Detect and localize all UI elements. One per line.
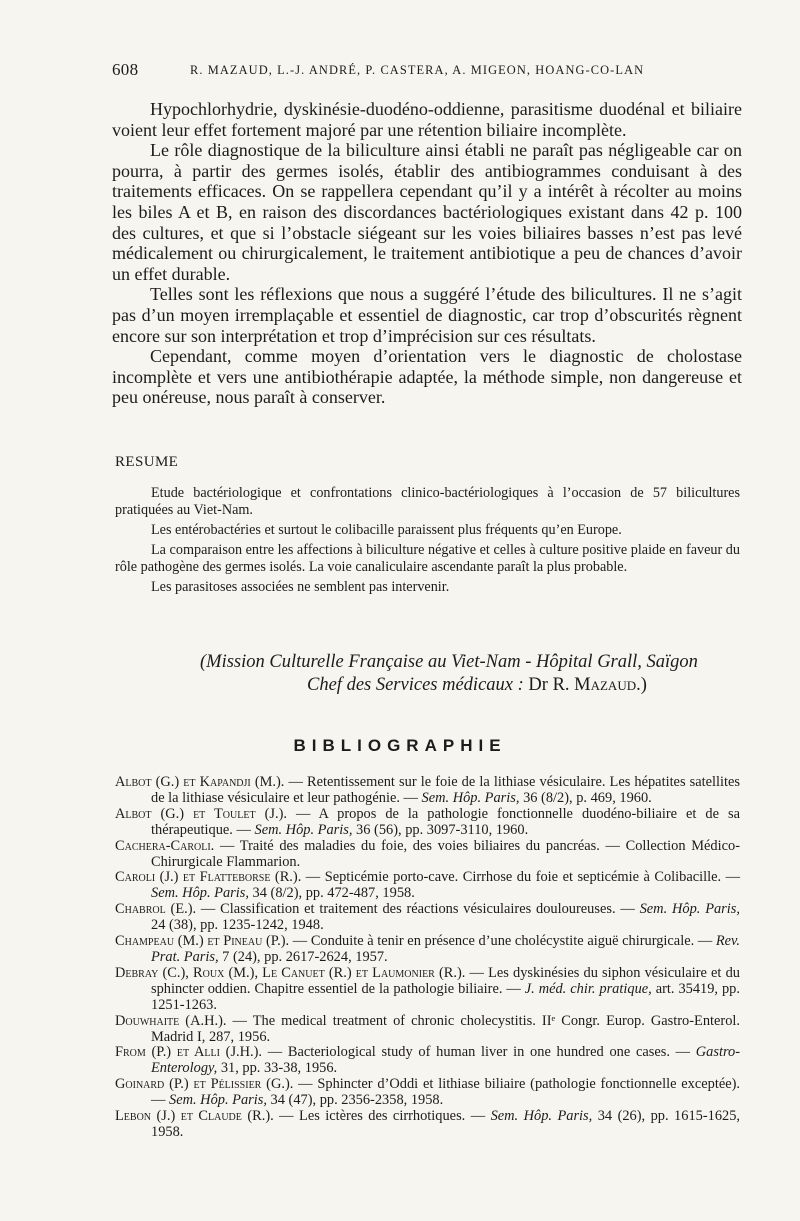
- affiliation-chief-name: R. Mazaud.: [552, 675, 641, 695]
- ref-text: — Bacteriological study of human liver in one hundred one cases. —: [262, 1044, 696, 1061]
- bibliography-entry: [115, 934, 740, 966]
- ref-text: — Sphincter d’Oddi et lithiase biliaire (pathologie fonctionnelle exceptée). —: [151, 1076, 740, 1109]
- ref-authors: Douwhaite (A.H.).: [115, 1012, 227, 1029]
- ref-authors: Chabrol (E.).: [115, 901, 197, 918]
- affiliation-line: (Mission Culturelle Française au Viet-Nam - Hôpital Grall, Saïgon: [200, 652, 698, 672]
- ref-journal: Gastro-Enterology,: [151, 1044, 741, 1077]
- ref-authors: Debray (C.), Roux (M.), Le Canuet (R.) et Laumonier (R.).: [115, 964, 466, 981]
- ref-authors: Albot (G.) et Kapandji (M.).: [115, 774, 285, 790]
- resume-paragraph: Les parasitoses associées ne semblent pas intervenir.: [151, 579, 450, 595]
- bibliography-entry: [115, 870, 740, 902]
- body-paragraph: Cependant, comme moyen d’orientation vers le diagnostic de cholostase incomplète et vers une antibiothérapie adaptée, la méthode simple, non dangereuse et peu onéreuse, nous paraît à conserver.: [112, 346, 742, 408]
- resume-paragraph: Etude bactériologique et confrontations clinico-bactériologiques à l’occasion de 57 bilicultures pratiquées au Viet-Nam.: [115, 485, 740, 518]
- bibliography-entry: [115, 966, 740, 1014]
- ref-text: — A propos de la pathologie fonctionnelle duodéno-biliaire et de sa thérapeutique. —: [151, 805, 740, 838]
- affiliation-close-paren: ): [640, 675, 647, 695]
- ref-journal: J. méd. chir. pratique,: [524, 980, 652, 997]
- ref-text: — Les dyskinésies du siphon vésiculaire et du sphincter oddien. Chapitre essentiel de la pathologie biliaire. —: [151, 964, 740, 997]
- body-text: [112, 99, 742, 408]
- ref-details: 31, pp. 33-38, 1956.: [217, 1060, 338, 1077]
- resume-paragraph: La comparaison entre les affections à biliculture négative et celles à culture positive plaide en faveur du rôle pathogène des germes isolés. La voie canaliculaire ascendante paraît la plus probable.: [115, 542, 740, 575]
- bibliography-entry: [115, 1045, 740, 1077]
- ref-details: art. 35419, pp. 1251-1263.: [151, 980, 740, 1013]
- body-paragraph: Hypochlorhydrie, dyskinésie-duodéno-oddienne, parasitisme duodénal et biliaire voient leur effet fortement majoré par une rétention biliaire incomplète.: [112, 99, 742, 140]
- ref-authors: Lebon (J.) et Claude (R.).: [115, 1108, 274, 1125]
- ref-authors: Caroli (J.) et Flatteborse (R.).: [115, 869, 302, 886]
- body-paragraph: Telles sont les réflexions que nous a suggéré l’étude des bilicultures. Il ne s’agit pas d’un moyen irremplaçable et essentiel de diagnostic, car trop d’obscurités règnent encore sur son interprétation et trop d’imprécision sur ces résultats.: [112, 284, 742, 346]
- bibliography-list: [115, 775, 740, 1141]
- ref-details: 24 (38), pp. 1235-1242, 1948.: [151, 917, 324, 934]
- ref-authors: Champeau (M.) et Pineau (P.).: [115, 933, 290, 950]
- ref-text: — Septicémie porto-cave. Cirrhose du foie et septicémie à Colibacille. —: [301, 869, 740, 886]
- ref-details: 36 (8/2), p. 469, 1960.: [519, 789, 652, 806]
- ref-journal: Sem. Hôp. Paris,: [151, 885, 249, 902]
- bibliography-entry: [115, 807, 740, 839]
- ref-authors: From (P.) et Alli (J.H.).: [115, 1044, 263, 1061]
- ref-text: — Retentissement sur le foie de la lithiase vésiculaire. Les hépatites satellites de la lithiase vésiculaire et leur pathogénie. —: [151, 774, 741, 806]
- ref-text: — Conduite à tenir en présence d’une cholécystite aiguë chirurgicale. —: [289, 933, 716, 950]
- ref-journal: Sem. Hôp. Paris,: [639, 901, 740, 918]
- affiliation-chief-title: Chef des Services médicaux :: [307, 675, 529, 695]
- ref-details: 36 (56), pp. 3097-3110, 1960.: [352, 821, 529, 838]
- bibliography-entry: [115, 1014, 740, 1046]
- bibliography-entry: [115, 902, 740, 934]
- ref-journal: Sem. Hôp. Paris,: [490, 1108, 593, 1125]
- ref-journal: Sem. Hôp. Paris,: [254, 821, 353, 838]
- resume-heading: RESUME: [115, 454, 179, 470]
- resume-paragraph: Les entérobactéries et surtout le colibacille paraissent plus fréquents qu’en Europe.: [151, 522, 622, 538]
- ref-authors: Cachera-Caroli.: [115, 837, 215, 854]
- ref-details: 7 (24), pp. 2617-2624, 1957.: [218, 948, 388, 965]
- page-header: [112, 60, 742, 84]
- bibliography-heading: BIBLIOGRAPHIE: [293, 736, 507, 755]
- ref-details: 34 (8/2), pp. 472-487, 1958.: [248, 885, 415, 902]
- ref-details: 34 (26), pp. 1615-1625, 1958.: [151, 1108, 741, 1140]
- affiliation-chief-line: [200, 674, 760, 697]
- ref-journal: Sem. Hôp. Paris,: [169, 1092, 267, 1109]
- ref-text: — Classification et traitement des réactions vésiculaires douloureuses. —: [196, 901, 640, 918]
- resume-section: [115, 485, 740, 599]
- affiliation-dr: Dr: [528, 675, 553, 695]
- ref-journal: Rev. Prat. Paris,: [151, 933, 740, 965]
- body-paragraph: Le rôle diagnostique de la biliculture ainsi établi ne paraît pas négligeable car on pourra, à partir des germes isolés, établir des antibiogrammes conduisant à des traitements efficaces. On se rappellera cependant qu’il y a intérêt à récolter au moins les biles A et B, en raison des discordances bactériologiques existant dans 42 p. 100 des cultures, et que si l’obstacle siégeant sur les voies biliaires basses n’est pas levé médicalement ou chirurgicalement, le traitement antibiotique a peu de chances d’avoir un effet durable.: [112, 140, 742, 284]
- running-head-authors: R. MAZAUD, L.-J. ANDRÉ, P. CASTERA, A. MIGEON, HOANG-CO-LAN: [190, 63, 645, 77]
- ref-details: 34 (47), pp. 2356-2358, 1958.: [266, 1092, 444, 1109]
- ref-authors: Goinard (P.) et Pélissier (G.).: [115, 1076, 294, 1093]
- bibliography-entry: [115, 1109, 740, 1141]
- ref-authors: Albot (G.) et Toulet (J.).: [115, 805, 287, 822]
- ref-text: — Traité des maladies du foie, des voies biliaires du pancréas. — Collection Médico-Chirurgicale Flammarion.: [151, 837, 740, 870]
- bibliography-entry: [115, 839, 740, 871]
- bibliography-entry: [115, 775, 740, 807]
- bibliography-entry: [115, 1077, 740, 1109]
- ref-text: — Les ictères des cirrhotiques. —: [273, 1108, 491, 1125]
- ref-text: — The medical treatment of chronic cholecystitis. IIᵉ Congr. Europ. Gastro-Enterol. Madrid I, 287, 1956.: [151, 1012, 740, 1045]
- page-number: 608: [112, 60, 139, 79]
- affiliation-block: [200, 651, 760, 697]
- ref-journal: Sem. Hôp. Paris,: [421, 789, 520, 806]
